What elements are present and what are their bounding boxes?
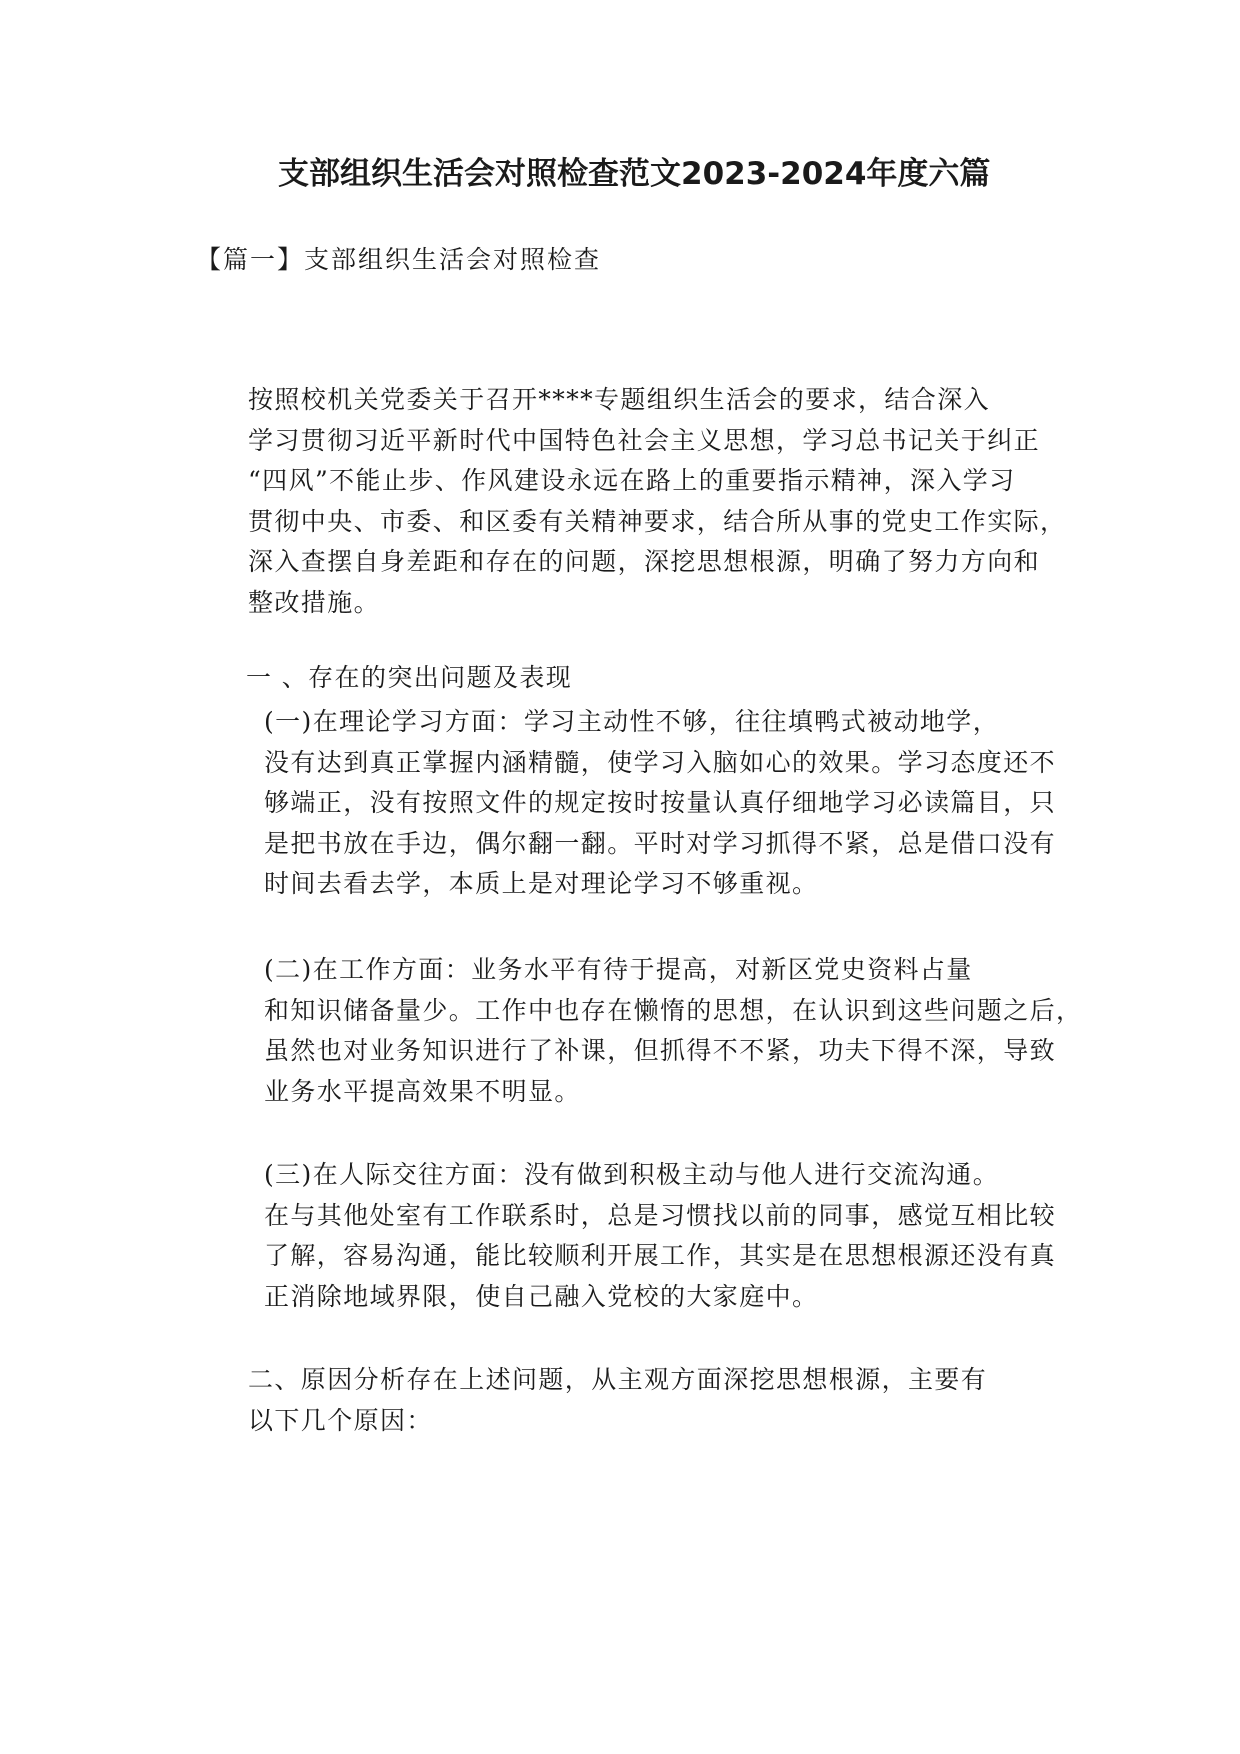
paragraph-line: (一)在理论学习方面：学习主动性不够，往往填鸭式被动地学， bbox=[264, 707, 1000, 736]
paragraph-line: (三)在人际交往方面：没有做到积极主动与他人进行交流沟通。 bbox=[264, 1160, 1000, 1189]
paragraph-line: 整改措施。 bbox=[248, 587, 381, 617]
section-heading: 【篇一】支部组织生活会对照检查 bbox=[196, 245, 602, 274]
paragraph-line: 按照校机关党委关于召开****专题组织生活会的要求，结合深入 bbox=[248, 385, 991, 414]
paragraph-line: “四风”不能止步、作风建设永远在路上的重要指示精神，深入学习 bbox=[248, 466, 1016, 495]
intro-paragraph bbox=[194, 380, 1067, 623]
item-theory-study bbox=[194, 702, 1056, 905]
paragraph-line: 没有达到真正掌握内涵精髓，使学习入脑如心的效果。学习态度还不 bbox=[264, 747, 1057, 777]
paragraph-line: 和知识储备量少。工作中也存在懒惰的思想，在认识到这些问题之后， bbox=[264, 995, 1083, 1025]
paragraph-line: 是把书放在手边，偶尔翻一翻。平时对学习抓得不紧，总是借口没有 bbox=[264, 828, 1057, 858]
paragraph-line: 了解，容易沟通，能比较顺利开展工作，其实是在思想根源还没有真 bbox=[264, 1241, 1057, 1270]
paragraph-line: 在与其他处室有工作联系时，总是习惯找以前的同事，感觉互相比较 bbox=[264, 1200, 1057, 1230]
heading-problems: 一 、存在的突出问题及表现 bbox=[246, 663, 573, 692]
paragraph-line: 够端正，没有按照文件的规定按时按量认真仔细地学习必读篇目，只 bbox=[264, 788, 1057, 817]
paragraph-line: 学习贯彻习近平新时代中国特色社会主义思想，学习总书记关于纠正 bbox=[248, 425, 1041, 455]
item-interpersonal bbox=[194, 1155, 1056, 1317]
paragraph-line: 以下几个原因： bbox=[248, 1405, 433, 1435]
paragraph-line: 时间去看去学，本质上是对理论学习不够重视。 bbox=[264, 869, 819, 898]
item-work bbox=[194, 950, 1083, 1112]
paragraph-line: 二、原因分析存在上述问题，从主观方面深挖思想根源，主要有 bbox=[248, 1365, 988, 1394]
paragraph-line: 正消除地域界限，使自己融入党校的大家庭中。 bbox=[264, 1281, 819, 1311]
paragraph-line: 深入查摆自身差距和存在的问题，深挖思想根源，明确了努力方向和 bbox=[248, 547, 1041, 576]
paragraph-line: 虽然也对业务知识进行了补课，但抓得不不紧，功夫下得不深，导致 bbox=[264, 1036, 1057, 1065]
document-title: 支部组织生活会对照检查范文2023-2024年度六篇 bbox=[278, 156, 991, 192]
reason-analysis-paragraph bbox=[194, 1360, 1056, 1441]
paragraph-line: 业务水平提高效果不明显。 bbox=[264, 1076, 581, 1106]
paragraph-line: 贯彻中央、市委、和区委有关精神要求，结合所从事的党史工作实际， bbox=[248, 506, 1067, 536]
paragraph-line: (二)在工作方面：业务水平有待于提高，对新区党史资料占量 bbox=[264, 955, 973, 984]
